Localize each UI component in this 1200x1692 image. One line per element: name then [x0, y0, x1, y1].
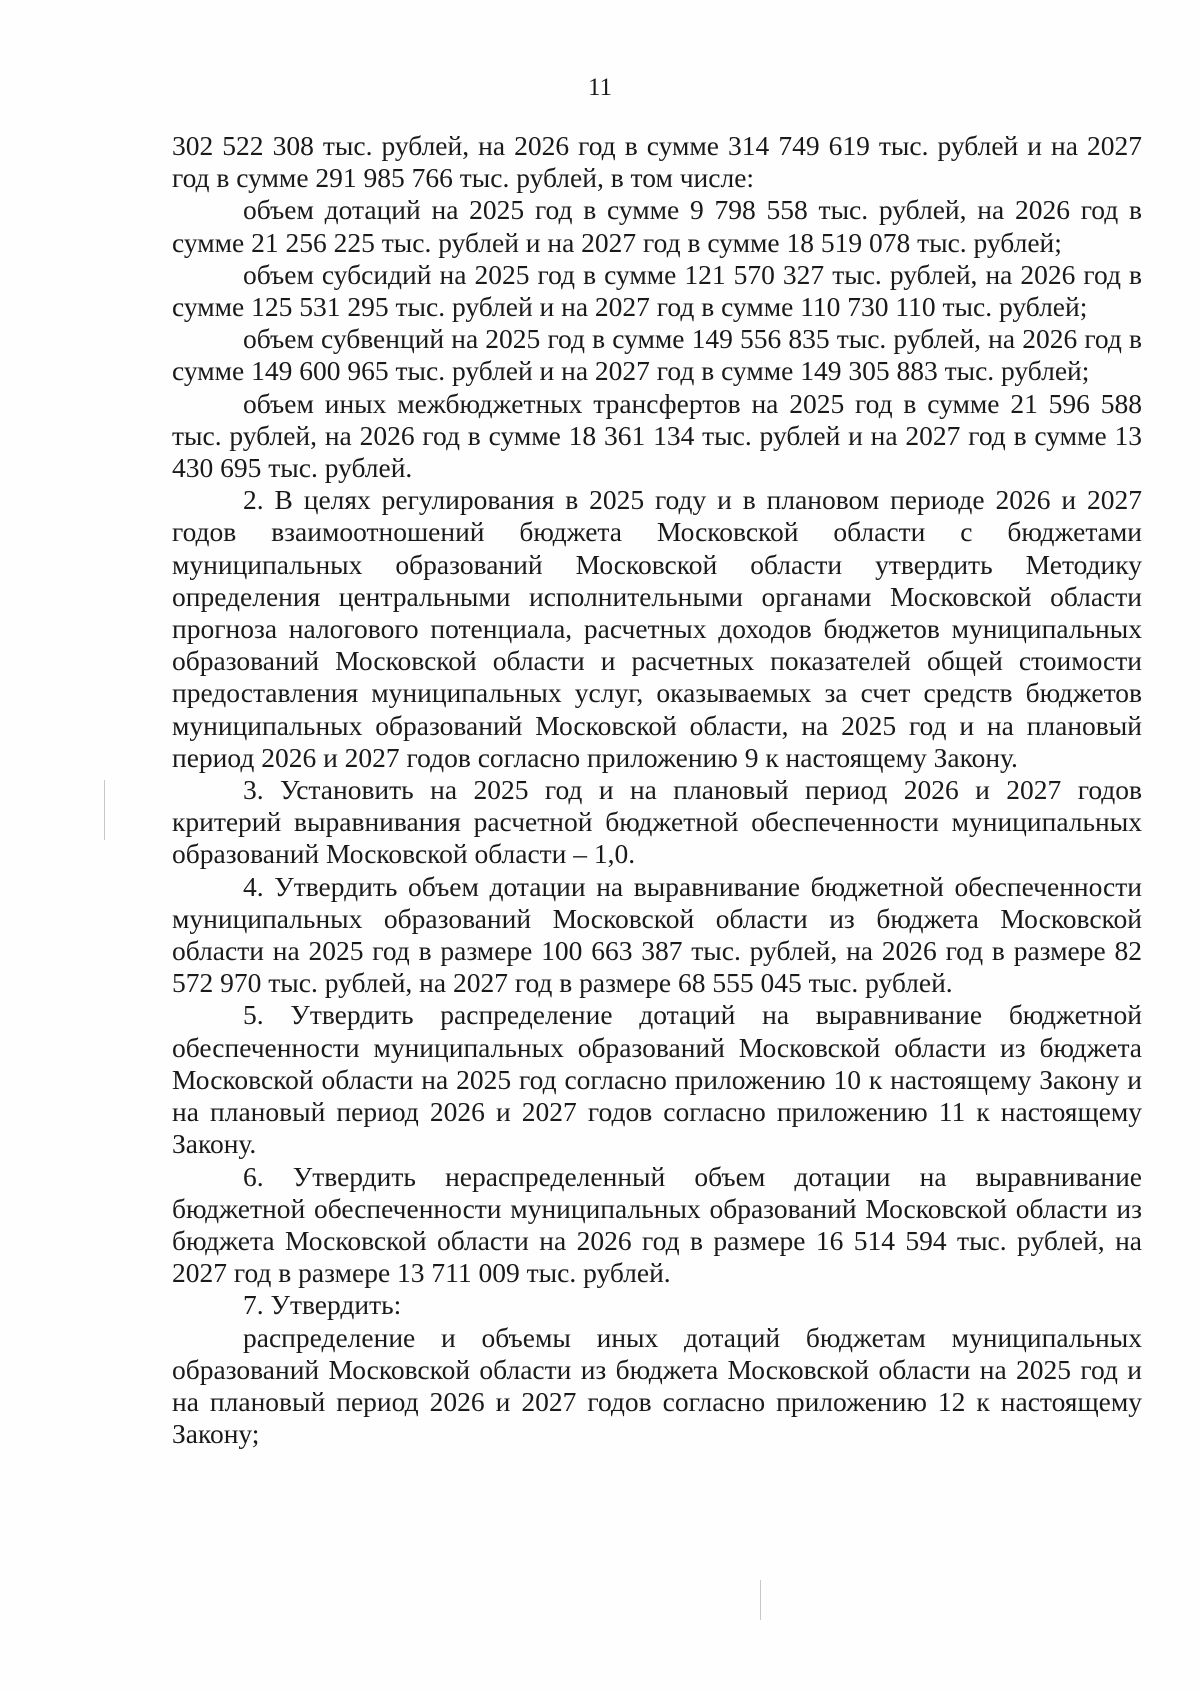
paragraph-item-7-other-dotations: распределение и объемы иных дотаций бюджетам муниципальных образований Московской области из бюджета Московской области на 2025 год и на плановый период 2026 и 2027 годов согласно приложению 12 к настоящему Закону; — [172, 1321, 1142, 1450]
paragraph-item-7: 7. Утвердить: — [243, 1289, 402, 1321]
paragraph-continuation: 302 522 308 тыс. рублей, на 2026 год в сумме 314 749 619 тыс. рублей и на 2027 год в сумме 291 985 766 тыс. рублей, в том числе: — [172, 130, 1142, 194]
paragraph-subsidies-volume: объем субсидий на 2025 год в сумме 121 570 327 тыс. рублей, на 2026 год в сумме 125 531 295 тыс. рублей и на 2027 год в сумме 110 730 110 тыс. рублей; — [172, 258, 1142, 323]
paragraph-item-6: 6. Утвердить нераспределенный объем дотации на выравнивание бюджетной обеспеченности муниципальных образований Московской области из бюджета Московской области на 2026 год в размере 16 514 594 тыс. рублей, на 2027 год в размере 13 711 009 тыс. рублей. — [172, 1160, 1142, 1289]
paragraph-item-5: 5. Утвердить распределение дотаций на выравнивание бюджетной обеспеченности муниципальных образований Московской области из бюджета Московской области на 2025 год согласно приложению 10 к настоящему Закону и на плановый период 2026 и 2027 годов согласно приложению 11 к настоящему Закону. — [172, 999, 1142, 1160]
scan-artifact-bottom — [760, 1580, 761, 1620]
page-number: 11 — [587, 74, 613, 101]
scan-artifact-left — [104, 780, 105, 840]
paragraph-other-transfers-volume: объем иных межбюджетных трансфертов на 2025 год в сумме 21 596 588 тыс. рублей, на 2026 год в сумме 18 361 134 тыс. рублей и на 2027 год в сумме 13 430 695 тыс. рублей. — [172, 387, 1142, 484]
paragraph-item-4: 4. Утвердить объем дотации на выравнивание бюджетной обеспеченности муниципальных образований Московской области из бюджета Московской области на 2025 год в размере 100 663 387 тыс. рублей, на 2026 год в размере 82 572 970 тыс. рублей, на 2027 год в размере 68 555 045 тыс. рублей. — [172, 870, 1142, 999]
document-body — [172, 130, 1142, 1450]
paragraph-dotations-volume: объем дотаций на 2025 год в сумме 9 798 558 тыс. рублей, на 2026 год в сумме 21 256 225 тыс. рублей и на 2027 год в сумме 18 519 078 тыс. рублей; — [172, 194, 1142, 258]
paragraph-subventions-volume: объем субвенций на 2025 год в сумме 149 556 835 тыс. рублей, на 2026 год в сумме 149 600 965 тыс. рублей и на 2027 год в сумме 149 305 883 тыс. рублей; — [172, 323, 1142, 387]
paragraph-item-3: 3. Установить на 2025 год и на плановый период 2026 и 2027 годов критерий выравнивания расчетной бюджетной обеспеченности муниципальных образований Московской области – 1,0. — [172, 774, 1142, 870]
paragraph-item-2: 2. В целях регулирования в 2025 году и в плановом периоде 2026 и 2027 годов взаимоотношений бюджета Московской области с бюджетами муниципальных образований Московской области утвердить Методику определения центральными исполнительными органами Московской области прогноза налогового потенциала, расчетных доходов бюджетов муниципальных образований Московской области и расчетных показателей общей стоимости предоставления муниципальных услуг, оказываемых за счет средств бюджетов муниципальных образований Московской области, на 2025 год и на плановый период 2026 и 2027 годов согласно приложению 9 к настоящему Закону. — [172, 484, 1142, 773]
